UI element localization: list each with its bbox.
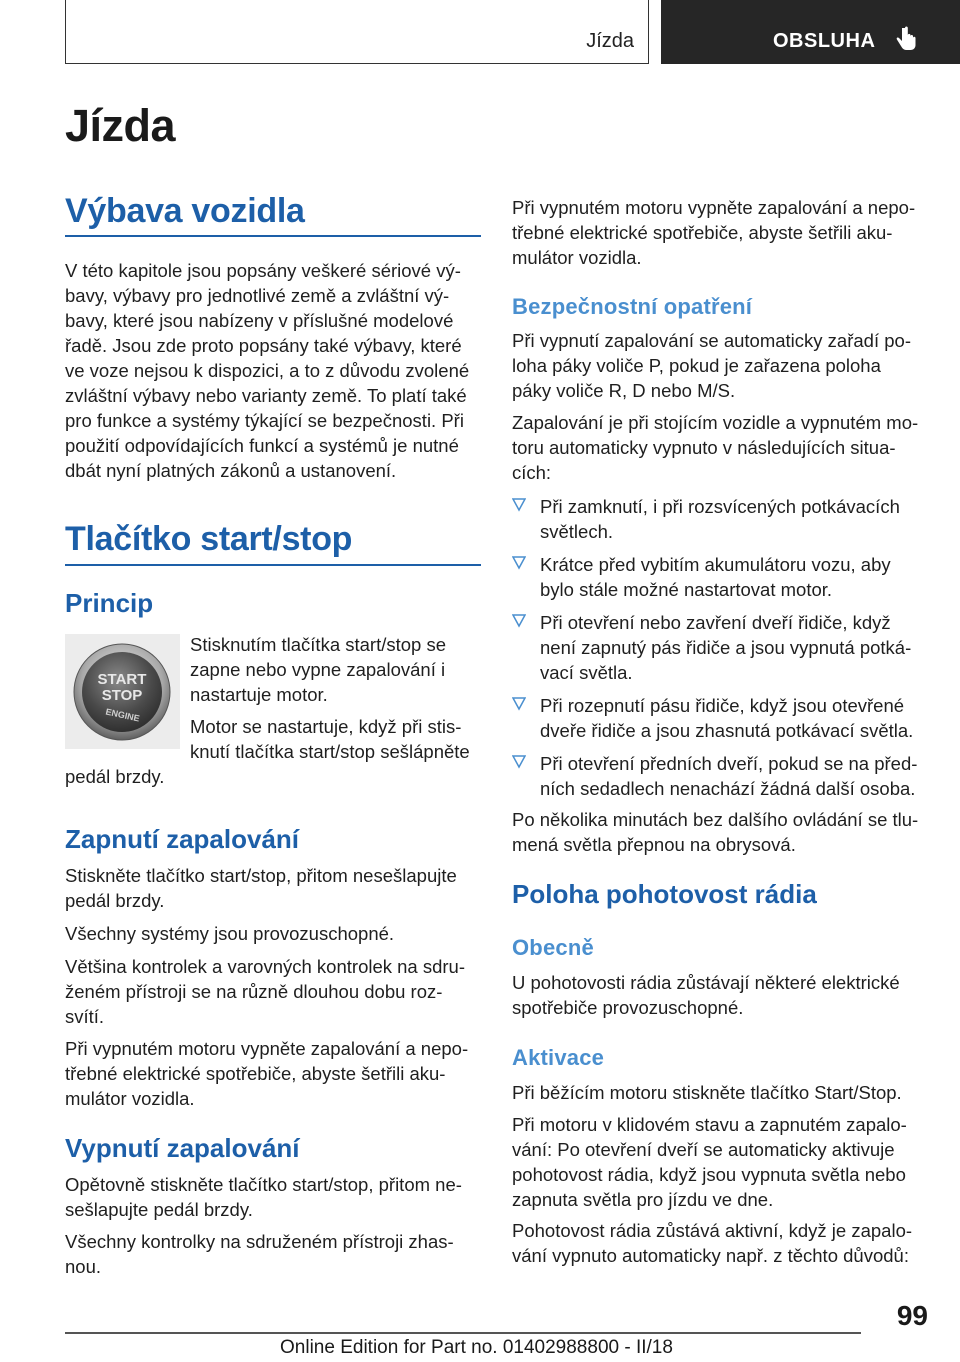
paragraph-bezpecnost-1: Při vypnutí zapalování se automaticky zařadí po- loha páky voliče P, pokud je zařazena poloha páky voliče R, D nebo M/S. xyxy=(512,330,911,401)
header-section-title: Jízda xyxy=(586,30,634,52)
list-item: Krátce před vybitím akumulátoru vozu, aby bylo stále možné nastartovat motor. xyxy=(540,554,891,600)
heading-tlacitko-start-stop: Tlačítko start/stop xyxy=(65,520,353,558)
list-item: Při zamknutí, i při rozsvícených potkávacích světlech. xyxy=(540,496,900,542)
paragraph-right-top: Při vypnutém motoru vypněte zapalování a nepo- třebné elektrické spotřebiče, abyste šetřili aku- mulátor vozidla. xyxy=(512,197,916,268)
paragraph-princip-2b: pedál brzdy. xyxy=(65,766,165,787)
heading-obecne: Obecně xyxy=(512,935,594,960)
start-stop-button-image xyxy=(65,634,180,749)
heading-vypnuti-zapalovani: Vypnutí zapalování xyxy=(65,1133,300,1163)
paragraph-aktivace-3: Pohotovost rádia zůstává aktivní, když je zapalo- vání vypnuto automaticky např. z těchto důvodů: xyxy=(512,1220,913,1266)
button-text-stop: STOP xyxy=(101,687,143,704)
heading-aktivace: Aktivace xyxy=(512,1045,605,1070)
paragraph-zapnuti-2: Všechny systémy jsou provozuschopné. xyxy=(65,923,395,944)
paragraph-bezpecnost-2: Zapalování je při stojícím vozidle a vypnutém mo- toru automaticky vypnuto v následujících situa- cích: xyxy=(512,412,919,483)
list-item: Při rozepnutí pásu řidiče, když jsou otevřené dveře řidiče a jsou zhasnutá potkávací světla. xyxy=(540,695,914,741)
page-number: 99 xyxy=(896,1300,928,1331)
heading-poloha-pohotovost-radia: Poloha pohotovost rádia xyxy=(512,879,817,909)
heading-vybava-vozidla: Výbava vozidla xyxy=(65,192,305,230)
heading-princip: Princip xyxy=(65,588,154,618)
heading-zapnuti-zapalovani: Zapnutí zapalování xyxy=(65,824,300,854)
paragraph-aktivace-1: Při běžícím motoru stiskněte tlačítko Start/Stop. xyxy=(512,1082,902,1103)
header-tab-label: OBSLUHA xyxy=(773,30,876,52)
header-tab-obsluha[interactable] xyxy=(661,0,960,64)
page-title: Jízda xyxy=(65,100,176,151)
paragraph-zapnuti-3: Většina kontrolek a varovných kontrolek na sdru- ženém přístroji se na různě dlouhou dobu roz- svítí. xyxy=(65,956,466,1027)
triangle-bullet-icon xyxy=(512,556,526,570)
triangle-bullet-icon xyxy=(512,498,526,512)
triangle-bullet-icon xyxy=(512,614,526,628)
header-frame xyxy=(65,0,649,64)
heading-bezpecnostni-opatreni: Bezpečnostní opatření xyxy=(512,294,753,319)
heading-rule xyxy=(65,235,481,237)
button-text-engine: ENGINE xyxy=(104,706,141,724)
paragraph-bezpecnost-3: Po několika minutách bez dalšího ovládání se tlu- mená světla přepnou na obrysová. xyxy=(512,809,919,855)
triangle-bullet-icon xyxy=(512,755,526,769)
paragraph-obecne: U pohotovosti rádia zůstávají některé elektrické spotřebiče provozuschopné. xyxy=(512,972,900,1018)
paragraph-zapnuti-4: Při vypnutém motoru vypněte zapalování a nepo- třebné elektrické spotřebiče, abyste šetřili aku- mulátor vozidla. xyxy=(65,1038,469,1109)
hand-pointer-icon xyxy=(893,26,917,54)
paragraph-aktivace-2: Při motoru v klidovém stavu a zapnutém zapalo- vání: Po otevření dveří se automaticky aktivuje pohotovost rádia, když jsou vypnuta světla nebo zapnuta světla pro jízdu ve dne. xyxy=(512,1114,907,1210)
paragraph-vypnuti-1: Opětovně stiskněte tlačítko start/stop, přitom ne- sešlapujte pedál brzdy. xyxy=(65,1174,462,1220)
paragraph-princip-2a: Motor se nastartuje, když při stis- knutí tlačítka start/stop sešlápněte xyxy=(190,716,470,762)
footer-rule xyxy=(65,1332,861,1334)
list-item: Při otevření nebo zavření dveří řidiče, když není zapnutý pás řidiče a jsou vypnutá potká- vací světla. xyxy=(540,612,912,683)
paragraph-zapnuti-1: Stiskněte tlačítko start/stop, přitom nesešlapujte pedál brzdy. xyxy=(65,865,457,911)
paragraph-princip-1: Stisknutím tlačítka start/stop se zapne nebo vypne zapalování i nastartuje motor. xyxy=(190,634,447,705)
heading-rule xyxy=(65,564,481,566)
footer-edition-text: Online Edition for Part no. 01402988800 - II/18 xyxy=(280,1337,673,1358)
button-text-start: START xyxy=(97,671,147,688)
paragraph-vypnuti-2: Všechny kontrolky na sdruženém přístroji zhas- nou. xyxy=(65,1231,454,1277)
paragraph-vybava: V této kapitole jsou popsány veškeré sériové vý- bavy, výbavy pro jednotlivé země a zvláštní vý- bavy, které jsou nabízeny v příslušné modelové řadě. Jsou zde proto popsány také výbavy, které ve voze nejsou k dispozici, a to z důvodu zvolené zvláštní výbavy nebo varianty země. To platí také pro funkce a systémy týkající se bezpečnosti. Při použití odpovídajících funkcí a systémů je nutné dbát nyní platných zákonů a ustanovení. xyxy=(65,260,470,481)
triangle-bullet-icon xyxy=(512,697,526,711)
list-item: Při otevření předních dveří, pokud se na před- ních sedadlech nenachází žádná další osoba. xyxy=(540,753,918,799)
